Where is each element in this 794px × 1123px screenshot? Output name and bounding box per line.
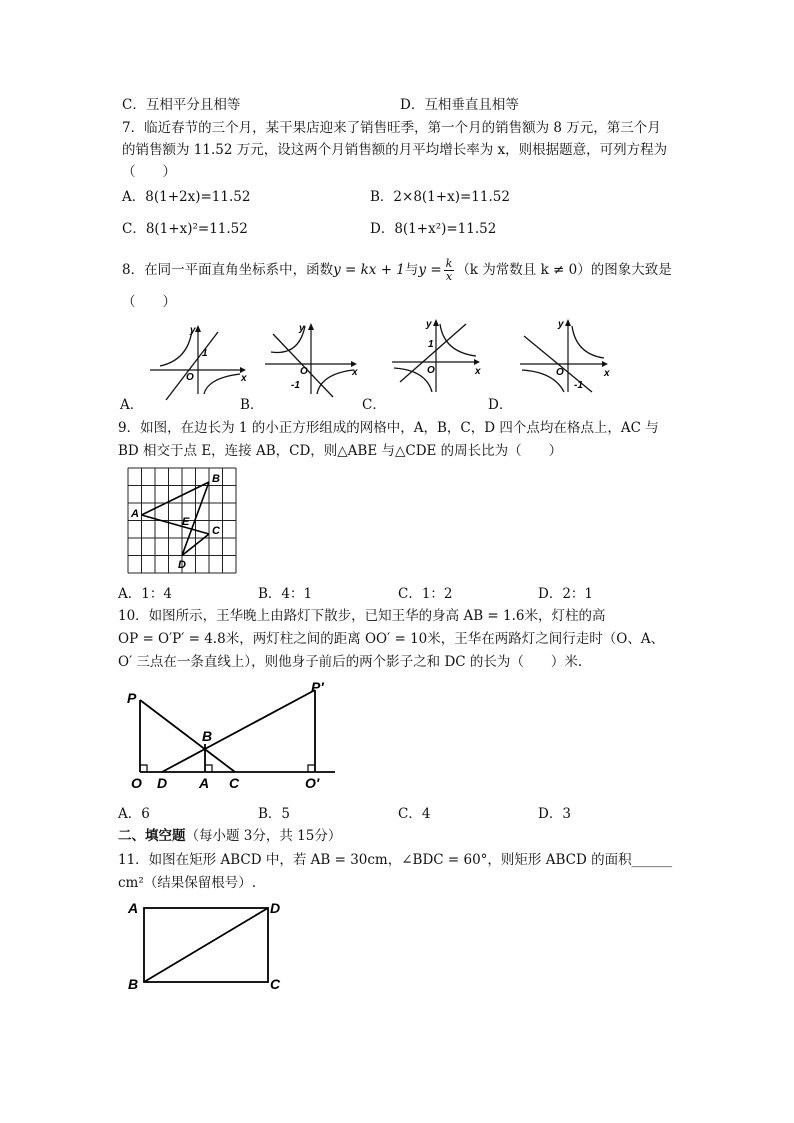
q10-point-o-prime: O′ xyxy=(305,775,320,791)
q8-graph-c-x-label: x xyxy=(475,366,481,377)
q10-point-d: D xyxy=(157,775,168,791)
q9-stem-line1: 9．如图，在边长为 1 的小正方形组成的网格中，A，B，C，D 四个点均在格点上，AC 与 xyxy=(118,420,659,436)
section-2-title: 二、填空题 xyxy=(118,828,186,844)
q11-stem-line2: cm²（结果保留根号）. xyxy=(118,875,257,891)
q10-stem-line3: O′ 三点在一条直线上），则他身子前后的两个影子之和 DC 的长为（ ）米. xyxy=(118,654,583,670)
q8-graph-a-curve-2 xyxy=(204,374,240,394)
q9-point-d: D xyxy=(178,559,186,571)
q8-fraction xyxy=(444,258,455,283)
q8-graph-a-y-label: y xyxy=(190,325,196,336)
q8-fraction-den: x xyxy=(445,270,453,283)
q9-option-c: C．1：2 xyxy=(398,586,453,602)
q8-graph-b-x-label: x xyxy=(352,367,358,378)
q8-graph-a-one: 1 xyxy=(202,348,208,359)
q8-stem-line1 xyxy=(122,258,672,283)
q8-graph-c-curve-1 xyxy=(440,324,476,356)
q10-option-c: C．4 xyxy=(398,806,431,822)
q7-stem-line1: 7．临近春节的三个月，某干果店迎来了销售旺季，第一个月的销售额为 8 万元，第三个月 xyxy=(122,120,661,136)
q6-option-c: C．互相平分且相等 xyxy=(122,97,241,113)
q9-option-a: A．1：4 xyxy=(118,586,172,602)
q8-graph-d-origin: O xyxy=(556,367,564,378)
q9-point-b: B xyxy=(212,473,220,485)
q8-label-c: C． xyxy=(362,397,386,413)
q8-stem-pre: 8．在同一平面直角坐标系中，函数 xyxy=(122,262,334,278)
q8-graph-d-y-label: y xyxy=(558,319,564,330)
q9-option-b: B．4：1 xyxy=(258,586,313,602)
q7-stem-line2: 的销售额为 11.52 万元，设这两个月销售额的月平均增长率为 x，则根据题意，可列方程为 xyxy=(122,142,668,158)
q9-point-a: A xyxy=(131,508,139,520)
q11-point-c: C xyxy=(270,976,281,992)
q8-graph-c-one: 1 xyxy=(428,339,434,350)
q9-segment-ac xyxy=(142,515,210,534)
section-2-heading xyxy=(118,826,341,846)
q8-graph-b-origin: O xyxy=(300,366,308,377)
q10-option-a: A．6 xyxy=(118,806,150,822)
q7-option-b: B．2×8(1+x)=11.52 xyxy=(370,189,510,205)
q8-graph-d xyxy=(518,318,618,393)
q8-graph-b-curve-2 xyxy=(317,370,353,394)
q10-stem-line2: OP = O′P′ = 4.8米，两灯柱之间的距离 OO′ = 10米，王华在两路灯之间行走时（O、A、 xyxy=(118,631,665,647)
q7-option-c: C．8(1+x)²=11.52 xyxy=(122,221,248,237)
q7-option-d: D．8(1+x²)=11.52 xyxy=(370,221,497,237)
q10-point-p: P xyxy=(127,690,137,706)
q8-graph-d-x-label: x xyxy=(604,368,610,379)
q11-rectangle-figure xyxy=(126,898,296,994)
q7-option-a: A．8(1+2x)=11.52 xyxy=(122,189,251,205)
q8-label-d: D． xyxy=(488,397,513,413)
q11-point-b: B xyxy=(128,976,139,992)
q8-fraction-num: k xyxy=(445,257,453,270)
q9-point-e: E xyxy=(182,516,190,528)
q10-ray-pc xyxy=(140,700,235,772)
q8-graph-b-neg1: -1 xyxy=(291,380,300,391)
q8-stem-post: （k 为常数且 k ≠ 0）的图象大致是 xyxy=(456,262,672,278)
q8-graph-a-curve-1 xyxy=(160,330,192,366)
q9-point-c: C xyxy=(212,525,220,537)
q10-streetlight-figure xyxy=(125,679,365,792)
q10-point-p-prime: P′ xyxy=(311,679,324,695)
q10-option-d: D．3 xyxy=(538,806,571,822)
section-2-note: （每小题 3分，共 15分） xyxy=(185,828,342,844)
q10-option-b: B．5 xyxy=(258,806,291,822)
q11-point-a: A xyxy=(128,900,139,916)
q8-graph-c-origin: O xyxy=(427,365,435,376)
q10-ray-p2d xyxy=(162,690,315,772)
q8-graph-c xyxy=(388,318,488,393)
q9-stem-line2: BD 相交于点 E，连接 AB，CD，则△ABE 与△CDE 的周长比为（ ） xyxy=(118,443,563,459)
q8-graph-d-neg1: -1 xyxy=(574,380,583,391)
q10-stem-line1: 10．如图所示，王华晚上由路灯下散步，已知王华的身高 AB = 1.6米，灯柱的高 xyxy=(118,608,606,624)
q8-graph-b-y-label: y xyxy=(299,323,305,334)
q7-stem-line3: （ ） xyxy=(122,164,176,180)
q8-label-b: B． xyxy=(240,397,264,413)
q8-graph-a-origin: O xyxy=(186,372,194,383)
q9-option-d: D．2：1 xyxy=(538,586,594,602)
q11-stem-line1: 11．如图在矩形 ABCD 中，若 AB = 30cm，∠BDC = 60°，则矩形 ABCD 的面积______ xyxy=(118,852,673,868)
q11-diagonal-bd xyxy=(144,908,268,982)
q8-stem-mid: 与 xyxy=(404,262,419,278)
q8-function-linear: y = kx + 1 xyxy=(333,262,405,278)
q10-point-b: B xyxy=(202,728,213,744)
q8-function-lhs: y = xyxy=(418,262,442,278)
q8-graph-a-x-label: x xyxy=(241,373,247,384)
q11-point-d: D xyxy=(270,900,281,916)
q6-option-d: D．互相垂直且相等 xyxy=(400,97,519,113)
q8-graph-b-line xyxy=(273,334,333,397)
q8-graph-b xyxy=(263,322,363,397)
q10-point-o: O xyxy=(131,775,142,791)
q10-point-c: C xyxy=(229,775,240,791)
q8-label-a: A． xyxy=(120,397,144,413)
q8-graph-c-y-label: y xyxy=(426,319,432,330)
q10-point-a: A xyxy=(199,775,210,791)
q9-grid-figure xyxy=(128,468,240,574)
q8-graph-a-line xyxy=(166,332,218,400)
q8-graph-d-curve-1 xyxy=(572,326,604,358)
q8-stem-line2: （ ） xyxy=(122,294,176,310)
q8-graph-a xyxy=(148,322,248,397)
